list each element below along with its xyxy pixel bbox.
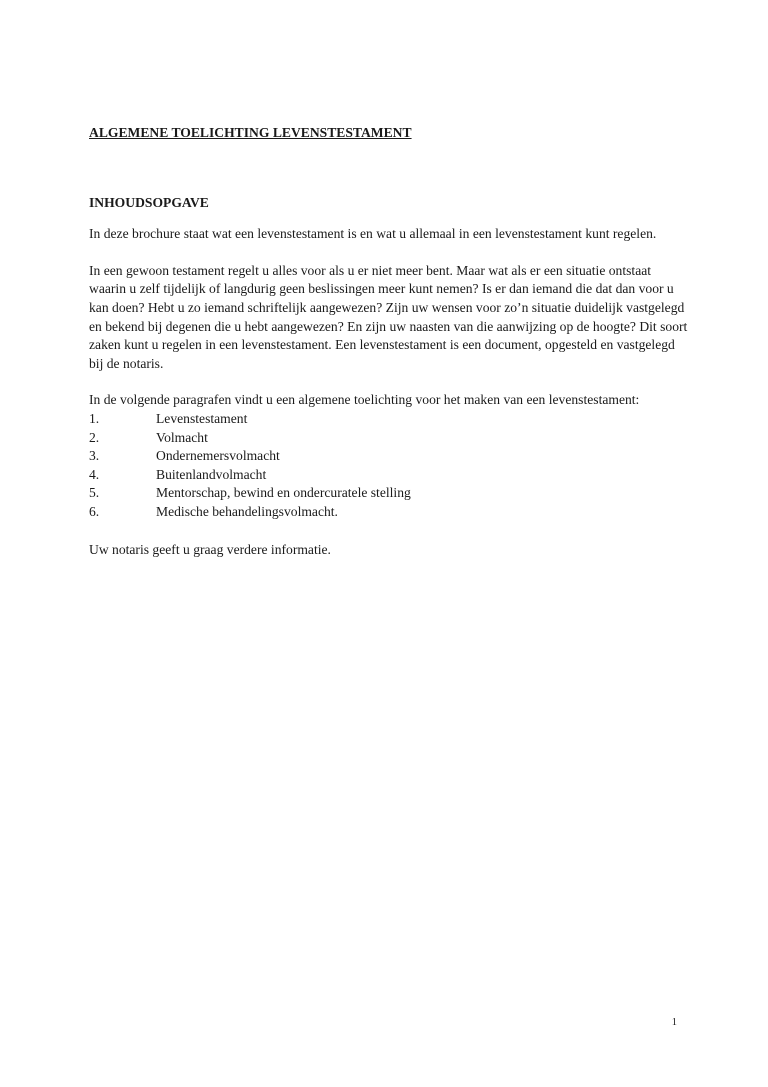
body-paragraph: In een gewoon testament regelt u alles voor als u er niet meer bent. Maar wat als er een situatie ontstaat waarin u zelf tijdelijk of langdurig geen beslissingen meer kunt nemen? Is er dan iemand die dat dan voor u kan doen? Hebt u zo iemand schriftelijk aangewezen? Zijn uw wensen voor zo’n situatie duidelijk vastgelegd en bekend bij degenen die u hebt aangewezen? En zijn uw naasten van die aanwijzing op de hoogte? Dit soort zaken kunt u regelen in een levenstestament. Een levenstestament is een document, opgesteld en vastgelegd bij de notaris. (89, 262, 688, 371)
closing-paragraph: Uw notaris geeft u graag verdere informatie. (89, 541, 331, 557)
toc-item-mentorschap (89, 484, 689, 503)
document-title: ALGEMENE TOELICHTING LEVENSTESTAMENT (89, 125, 412, 140)
toc-item-ondernemersvolmacht (89, 447, 689, 466)
document-content (89, 124, 689, 559)
page-number: 1 (671, 1017, 677, 1028)
toc-item-label: Volmacht (156, 429, 208, 445)
toc-item-label: Medische behandelingsvolmacht. (156, 503, 338, 519)
toc-item-label: Levenstestament (156, 410, 248, 426)
toc-item-volmacht (89, 429, 689, 448)
toc-heading: INHOUDSOPGAVE (89, 194, 209, 210)
toc-item-label: Buitenlandvolmacht (156, 466, 267, 482)
toc-item-number: 2. (89, 429, 100, 445)
toc-item-buitenlandvolmacht (89, 466, 689, 485)
toc-item-number: 4. (89, 466, 100, 482)
toc-item-number: 5. (89, 485, 100, 501)
list-intro-paragraph: In de volgende paragrafen vindt u een algemene toelichting voor het maken van een levenstestament: (89, 392, 640, 408)
toc-item-number: 6. (89, 503, 100, 519)
toc-item-levenstestament (89, 410, 689, 429)
intro-paragraph: In deze brochure staat wat een levenstestament is en wat u allemaal in een levenstestament kunt regelen. (89, 226, 657, 242)
toc-item-number: 1. (89, 410, 100, 426)
toc-item-medische-behandelingsvolmacht (89, 503, 689, 522)
toc-item-label: Mentorschap, bewind en ondercuratele stelling (156, 485, 411, 501)
toc-item-number: 3. (89, 448, 100, 464)
toc-list (89, 410, 689, 522)
toc-item-label: Ondernemersvolmacht (156, 448, 280, 464)
